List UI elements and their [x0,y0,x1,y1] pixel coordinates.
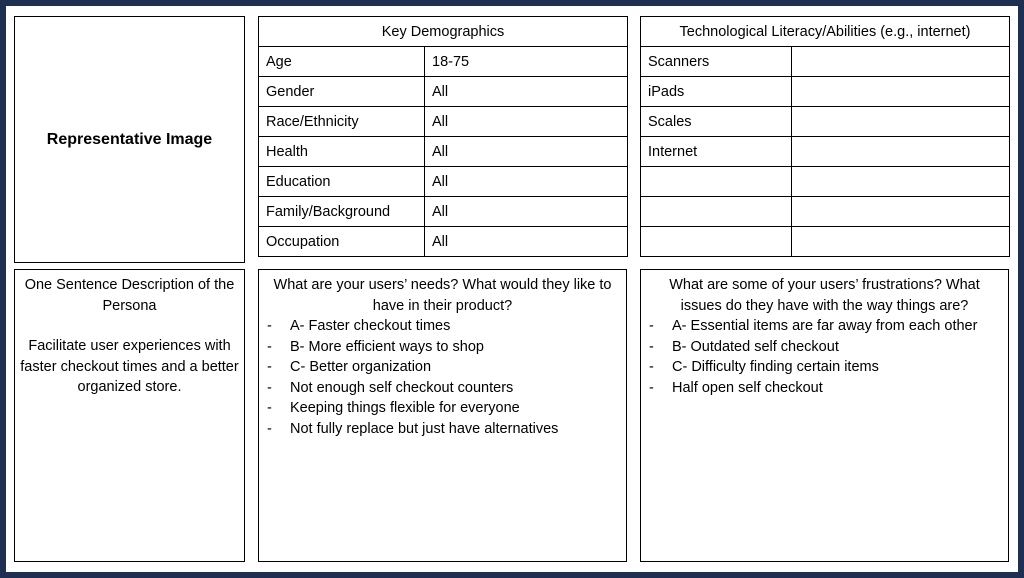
user-frustrations-heading: What are some of your users’ frustrations? What issues do they have with the way things are? [669,277,980,314]
tech-label: Scales [641,107,792,137]
table-row [641,227,1010,257]
table-row [259,137,628,167]
tech-value [792,47,1010,77]
table-row [259,77,628,107]
tech-label [641,197,792,227]
demographic-value: All [425,227,628,257]
tech-value [792,227,1010,257]
list-item: - B- Outdated self checkout [647,337,1002,358]
demographic-label: Gender [259,77,425,107]
persona-description-heading: One Sentence Description of the Persona [24,277,235,314]
tech-value [792,167,1010,197]
user-frustrations-list [647,316,1002,398]
table-row [259,107,628,137]
demographic-value: All [425,107,628,137]
representative-image-label: Representative Image [46,130,213,148]
persona-description-box [14,269,245,562]
tech-label [641,227,792,257]
demographic-value: All [425,137,628,167]
list-item: - C- Better organization [265,357,620,378]
table-row [259,227,628,257]
demographic-label: Occupation [259,227,425,257]
demographic-label: Education [259,167,425,197]
table-row [259,167,628,197]
tech-label [641,167,792,197]
table-row [641,107,1010,137]
table-row [641,47,1010,77]
demographic-label: Age [259,47,425,77]
table-row [641,197,1010,227]
key-demographics-table [258,16,628,257]
demographic-label: Race/Ethnicity [259,107,425,137]
list-item: - A- Essential items are far away from each other [647,316,1002,337]
demographic-value: All [425,197,628,227]
demographic-label: Health [259,137,425,167]
demographic-label: Family/Background [259,197,425,227]
table-row [259,197,628,227]
tech-label: Internet [641,137,792,167]
tech-value [792,197,1010,227]
table-row [641,77,1010,107]
user-frustrations-box [640,269,1009,562]
user-needs-box [258,269,627,562]
tech-label: Scanners [641,47,792,77]
user-needs-heading: What are your users’ needs? What would they like to have in their product? [273,277,612,314]
tech-literacy-table [640,16,1010,257]
demographic-value: 18-75 [425,47,628,77]
key-demographics-title: Key Demographics [259,17,628,47]
list-item: - B- More efficient ways to shop [265,337,620,358]
table-row [641,137,1010,167]
representative-image-box [14,16,245,263]
user-needs-list [265,316,620,439]
tech-value [792,137,1010,167]
tech-label: iPads [641,77,792,107]
persona-description-text: Facilitate user experiences with faster checkout times and a better organized store. [20,338,239,395]
list-item: - A- Faster checkout times [265,316,620,337]
list-item: - Keeping things flexible for everyone [265,398,620,419]
list-item: - C- Difficulty finding certain items [647,357,1002,378]
tech-value [792,77,1010,107]
demographic-value: All [425,77,628,107]
list-item: - Not enough self checkout counters [265,378,620,399]
list-item: - Half open self checkout [647,378,1002,399]
tech-value [792,107,1010,137]
tech-literacy-title: Technological Literacy/Abilities (e.g., internet) [641,17,1010,47]
demographic-value: All [425,167,628,197]
table-row [641,167,1010,197]
table-row [259,47,628,77]
list-item: - Not fully replace but just have alternatives [265,419,620,440]
persona-canvas [6,6,1018,572]
